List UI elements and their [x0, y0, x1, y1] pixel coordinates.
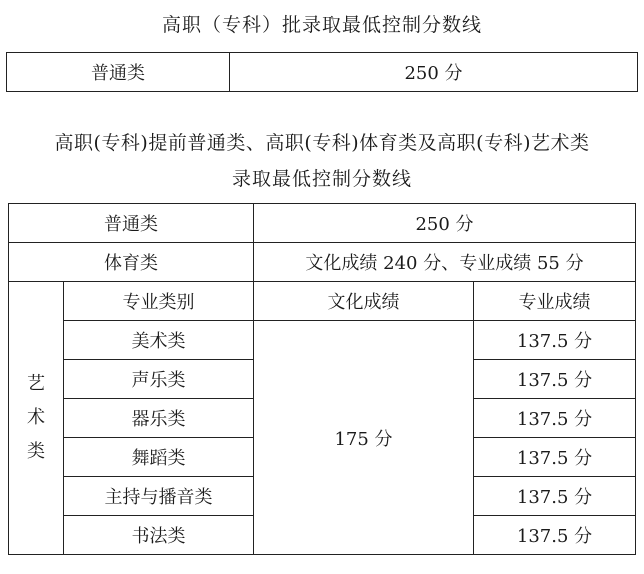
arts-category-cell: 主持与播音类	[64, 477, 254, 516]
table-row	[9, 243, 636, 282]
sports-category-cell: 体育类	[9, 243, 254, 282]
category-cell: 普通类	[7, 53, 230, 92]
arts-category-cell: 美术类	[64, 321, 254, 360]
table-row	[7, 53, 638, 92]
arts-category-cell: 书法类	[64, 516, 254, 555]
score-cell: 250 分	[230, 53, 638, 92]
general-category-cell: 普通类	[9, 204, 254, 243]
arts-group-char: 术	[27, 407, 45, 428]
arts-group-char: 类	[27, 441, 45, 462]
table-row	[9, 282, 636, 321]
arts-category-cell: 舞蹈类	[64, 438, 254, 477]
arts-major-score-cell: 137.5 分	[474, 516, 636, 555]
table-row	[9, 204, 636, 243]
arts-major-score-cell: 137.5 分	[474, 438, 636, 477]
header-culture-cell: 文化成绩	[254, 282, 474, 321]
section1-title: 高职（专科）批录取最低控制分数线	[161, 14, 482, 36]
arts-group-char: 艺	[27, 373, 45, 394]
advance-batch-score-table	[8, 203, 636, 555]
header-category-cell: 专业类别	[64, 282, 254, 321]
arts-group-label	[9, 282, 64, 555]
section2-title-line2: 录取最低控制分数线	[231, 168, 412, 190]
arts-major-score-cell: 137.5 分	[474, 399, 636, 438]
arts-category-cell: 器乐类	[64, 399, 254, 438]
arts-category-cell: 声乐类	[64, 360, 254, 399]
header-major-cell: 专业成绩	[474, 282, 636, 321]
section2-title-line1: 高职(专科)提前普通类、高职(专科)体育类及高职(专科)艺术类	[54, 132, 590, 154]
sports-score-cell: 文化成绩 240 分、专业成绩 55 分	[254, 243, 636, 282]
general-score-cell: 250 分	[254, 204, 636, 243]
arts-major-score-cell: 137.5 分	[474, 321, 636, 360]
arts-culture-score-cell: 175 分	[254, 321, 474, 555]
table-row	[9, 321, 636, 360]
arts-major-score-cell: 137.5 分	[474, 477, 636, 516]
arts-major-score-cell: 137.5 分	[474, 360, 636, 399]
vocational-batch-score-table	[6, 52, 638, 92]
